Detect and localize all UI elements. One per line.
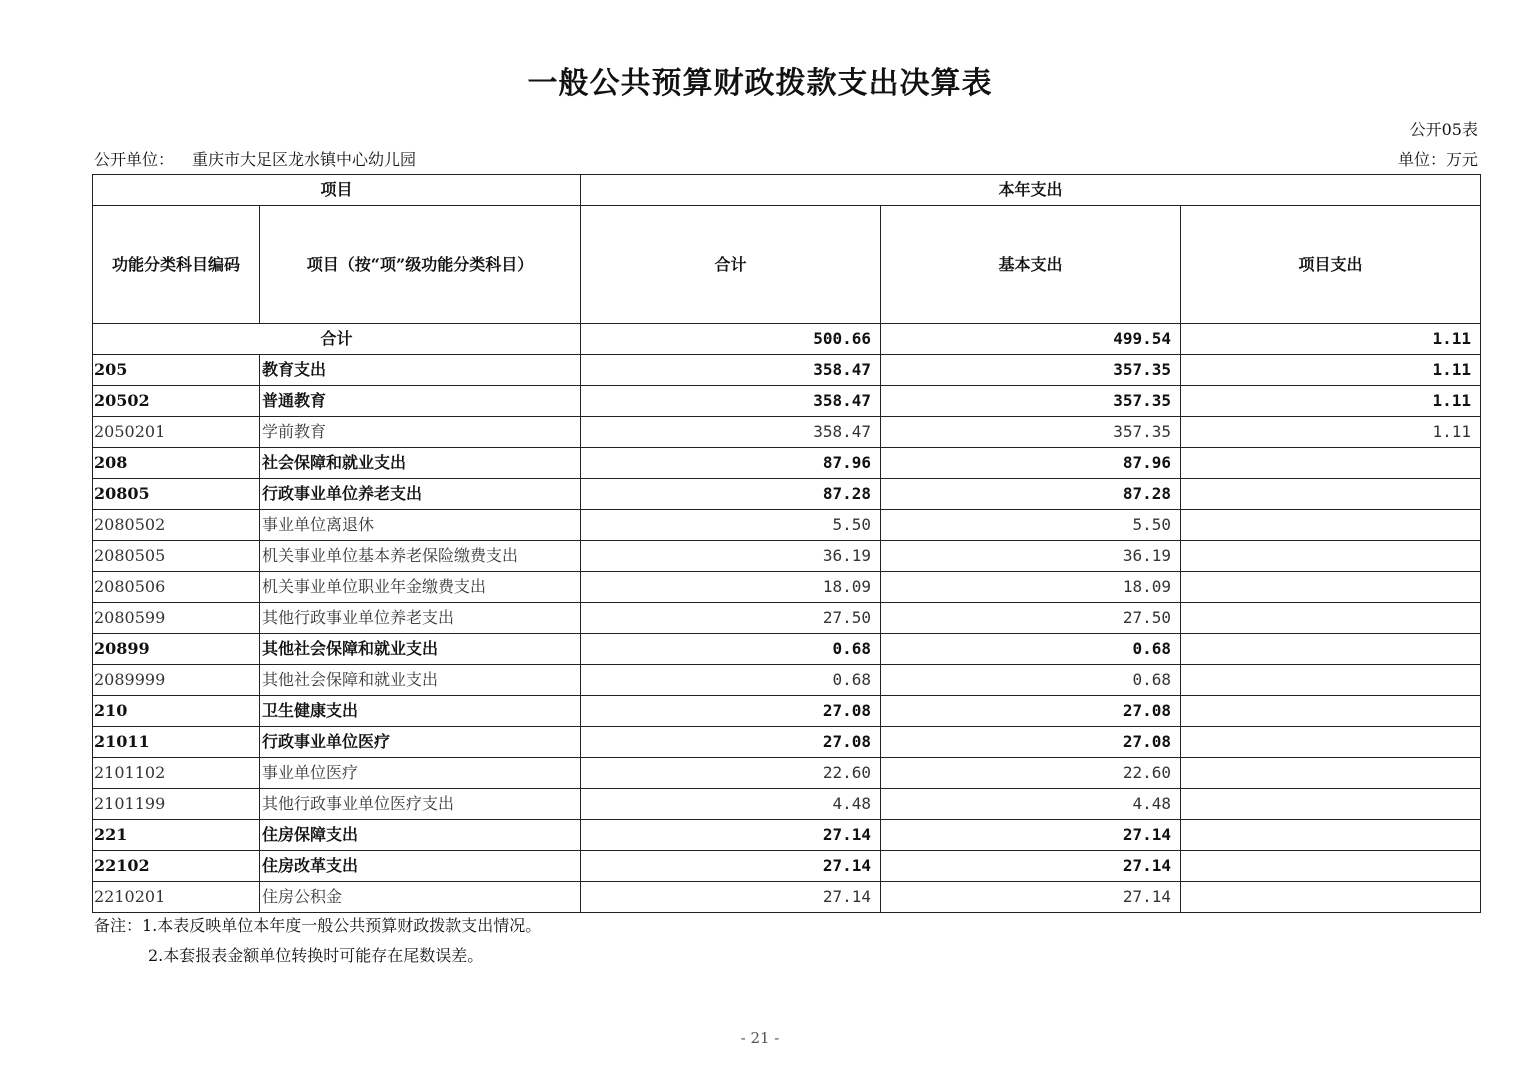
- page-title: 一般公共预算财政拨款支出决算表: [527, 66, 993, 101]
- unit-label: 单位：万元: [1397, 150, 1478, 169]
- row-name: 其他社会保障和就业支出: [260, 634, 581, 665]
- row-project: 1.11: [1181, 386, 1481, 417]
- total-row: [93, 324, 1481, 355]
- row-code: 2210201: [93, 882, 260, 913]
- row-total: 87.96: [581, 448, 881, 479]
- row-basic: 22.60: [881, 758, 1181, 789]
- table-row: [93, 851, 1481, 882]
- expenditure-table: [92, 174, 1481, 913]
- row-basic: 87.28: [881, 479, 1181, 510]
- header-code: 功能分类科目编码: [93, 206, 260, 324]
- table-row: [93, 572, 1481, 603]
- row-basic: 27.08: [881, 727, 1181, 758]
- row-name: 事业单位离退休: [260, 510, 581, 541]
- row-basic: 357.35: [881, 386, 1181, 417]
- row-basic: 27.14: [881, 882, 1181, 913]
- note-line-2: 2.本套报表金额单位转换时可能存在尾数误差。: [148, 946, 484, 965]
- row-project: [1181, 758, 1481, 789]
- row-code: 205: [93, 355, 260, 386]
- header-project: 项目支出: [1181, 206, 1481, 324]
- table-body: [93, 324, 1481, 913]
- org-label: 公开单位：: [94, 150, 175, 169]
- row-project: [1181, 603, 1481, 634]
- table-row: [93, 479, 1481, 510]
- row-code: 2080505: [93, 541, 260, 572]
- row-total: 27.14: [581, 882, 881, 913]
- row-code: 2101102: [93, 758, 260, 789]
- row-total: 22.60: [581, 758, 881, 789]
- row-name: 其他行政事业单位医疗支出: [260, 789, 581, 820]
- row-project: [1181, 851, 1481, 882]
- row-total: 27.08: [581, 696, 881, 727]
- row-project: [1181, 510, 1481, 541]
- header-current-year: 本年支出: [581, 175, 1481, 206]
- row-code: 2080502: [93, 510, 260, 541]
- row-code: 21011: [93, 727, 260, 758]
- row-code: 2089999: [93, 665, 260, 696]
- row-name: 住房保障支出: [260, 820, 581, 851]
- row-total: 36.19: [581, 541, 881, 572]
- row-code: 221: [93, 820, 260, 851]
- row-name: 住房公积金: [260, 882, 581, 913]
- row-name: 事业单位医疗: [260, 758, 581, 789]
- header-basic: 基本支出: [881, 206, 1181, 324]
- table-row: [93, 727, 1481, 758]
- header-row-1: [93, 175, 1481, 206]
- row-code: 2080599: [93, 603, 260, 634]
- row-basic: 27.14: [881, 851, 1181, 882]
- row-name: 住房改革支出: [260, 851, 581, 882]
- row-project: [1181, 541, 1481, 572]
- total-row-label: 合计: [93, 324, 581, 355]
- header-item: 项目: [93, 175, 581, 206]
- row-project: 1.11: [1181, 355, 1481, 386]
- row-basic: 36.19: [881, 541, 1181, 572]
- row-basic: 357.35: [881, 417, 1181, 448]
- row-project: [1181, 882, 1481, 913]
- total-row-project: 1.11: [1181, 324, 1481, 355]
- row-code: 20805: [93, 479, 260, 510]
- table-row: [93, 634, 1481, 665]
- row-name: 教育支出: [260, 355, 581, 386]
- row-total: 358.47: [581, 417, 881, 448]
- table-row: [93, 820, 1481, 851]
- row-total: 0.68: [581, 634, 881, 665]
- row-basic: 87.96: [881, 448, 1181, 479]
- table-row: [93, 417, 1481, 448]
- row-basic: 5.50: [881, 510, 1181, 541]
- row-basic: 0.68: [881, 634, 1181, 665]
- table-row: [93, 541, 1481, 572]
- row-total: 27.14: [581, 851, 881, 882]
- row-name: 机关事业单位基本养老保险缴费支出: [260, 541, 581, 572]
- row-code: 22102: [93, 851, 260, 882]
- row-basic: 27.50: [881, 603, 1181, 634]
- form-number: 公开05表: [1409, 120, 1478, 139]
- note-line-1: 备注：1.本表反映单位本年度一般公共预算财政拨款支出情况。: [94, 916, 542, 935]
- table-row: [93, 882, 1481, 913]
- row-name: 学前教育: [260, 417, 581, 448]
- row-project: [1181, 727, 1481, 758]
- table-row: [93, 355, 1481, 386]
- total-row-total: 500.66: [581, 324, 881, 355]
- row-name: 卫生健康支出: [260, 696, 581, 727]
- row-basic: 357.35: [881, 355, 1181, 386]
- row-code: 20899: [93, 634, 260, 665]
- row-name: 社会保障和就业支出: [260, 448, 581, 479]
- row-total: 27.08: [581, 727, 881, 758]
- row-code: 2050201: [93, 417, 260, 448]
- row-name: 其他行政事业单位养老支出: [260, 603, 581, 634]
- row-name: 行政事业单位养老支出: [260, 479, 581, 510]
- row-total: 87.28: [581, 479, 881, 510]
- row-name: 普通教育: [260, 386, 581, 417]
- header-row-2: [93, 206, 1481, 324]
- row-project: [1181, 789, 1481, 820]
- row-basic: 27.14: [881, 820, 1181, 851]
- row-code: 208: [93, 448, 260, 479]
- row-code: 20502: [93, 386, 260, 417]
- row-basic: 4.48: [881, 789, 1181, 820]
- row-name: 其他社会保障和就业支出: [260, 665, 581, 696]
- row-project: [1181, 665, 1481, 696]
- row-total: 18.09: [581, 572, 881, 603]
- header-total: 合计: [581, 206, 881, 324]
- table-row: [93, 758, 1481, 789]
- row-code: 210: [93, 696, 260, 727]
- row-name: 行政事业单位医疗: [260, 727, 581, 758]
- row-total: 0.68: [581, 665, 881, 696]
- table-row: [93, 696, 1481, 727]
- row-code: 2101199: [93, 789, 260, 820]
- row-project: [1181, 448, 1481, 479]
- row-total: 5.50: [581, 510, 881, 541]
- row-project: [1181, 479, 1481, 510]
- row-name: 机关事业单位职业年金缴费支出: [260, 572, 581, 603]
- row-project: [1181, 820, 1481, 851]
- table-row: [93, 448, 1481, 479]
- total-row-basic: 499.54: [881, 324, 1181, 355]
- row-total: 4.48: [581, 789, 881, 820]
- table-row: [93, 665, 1481, 696]
- row-code: 2080506: [93, 572, 260, 603]
- row-total: 358.47: [581, 355, 881, 386]
- row-basic: 18.09: [881, 572, 1181, 603]
- table-row: [93, 386, 1481, 417]
- row-basic: 27.08: [881, 696, 1181, 727]
- row-total: 27.50: [581, 603, 881, 634]
- row-project: [1181, 572, 1481, 603]
- row-total: 358.47: [581, 386, 881, 417]
- row-basic: 0.68: [881, 665, 1181, 696]
- row-project: [1181, 696, 1481, 727]
- row-project: 1.11: [1181, 417, 1481, 448]
- row-project: [1181, 634, 1481, 665]
- table-row: [93, 510, 1481, 541]
- page-number: - 21 -: [740, 1029, 780, 1047]
- header-name: 项目（按“项”级功能分类科目）: [260, 206, 581, 324]
- org-name: 重庆市大足区龙水镇中心幼儿园: [192, 150, 417, 169]
- table-row: [93, 603, 1481, 634]
- table-row: [93, 789, 1481, 820]
- row-total: 27.14: [581, 820, 881, 851]
